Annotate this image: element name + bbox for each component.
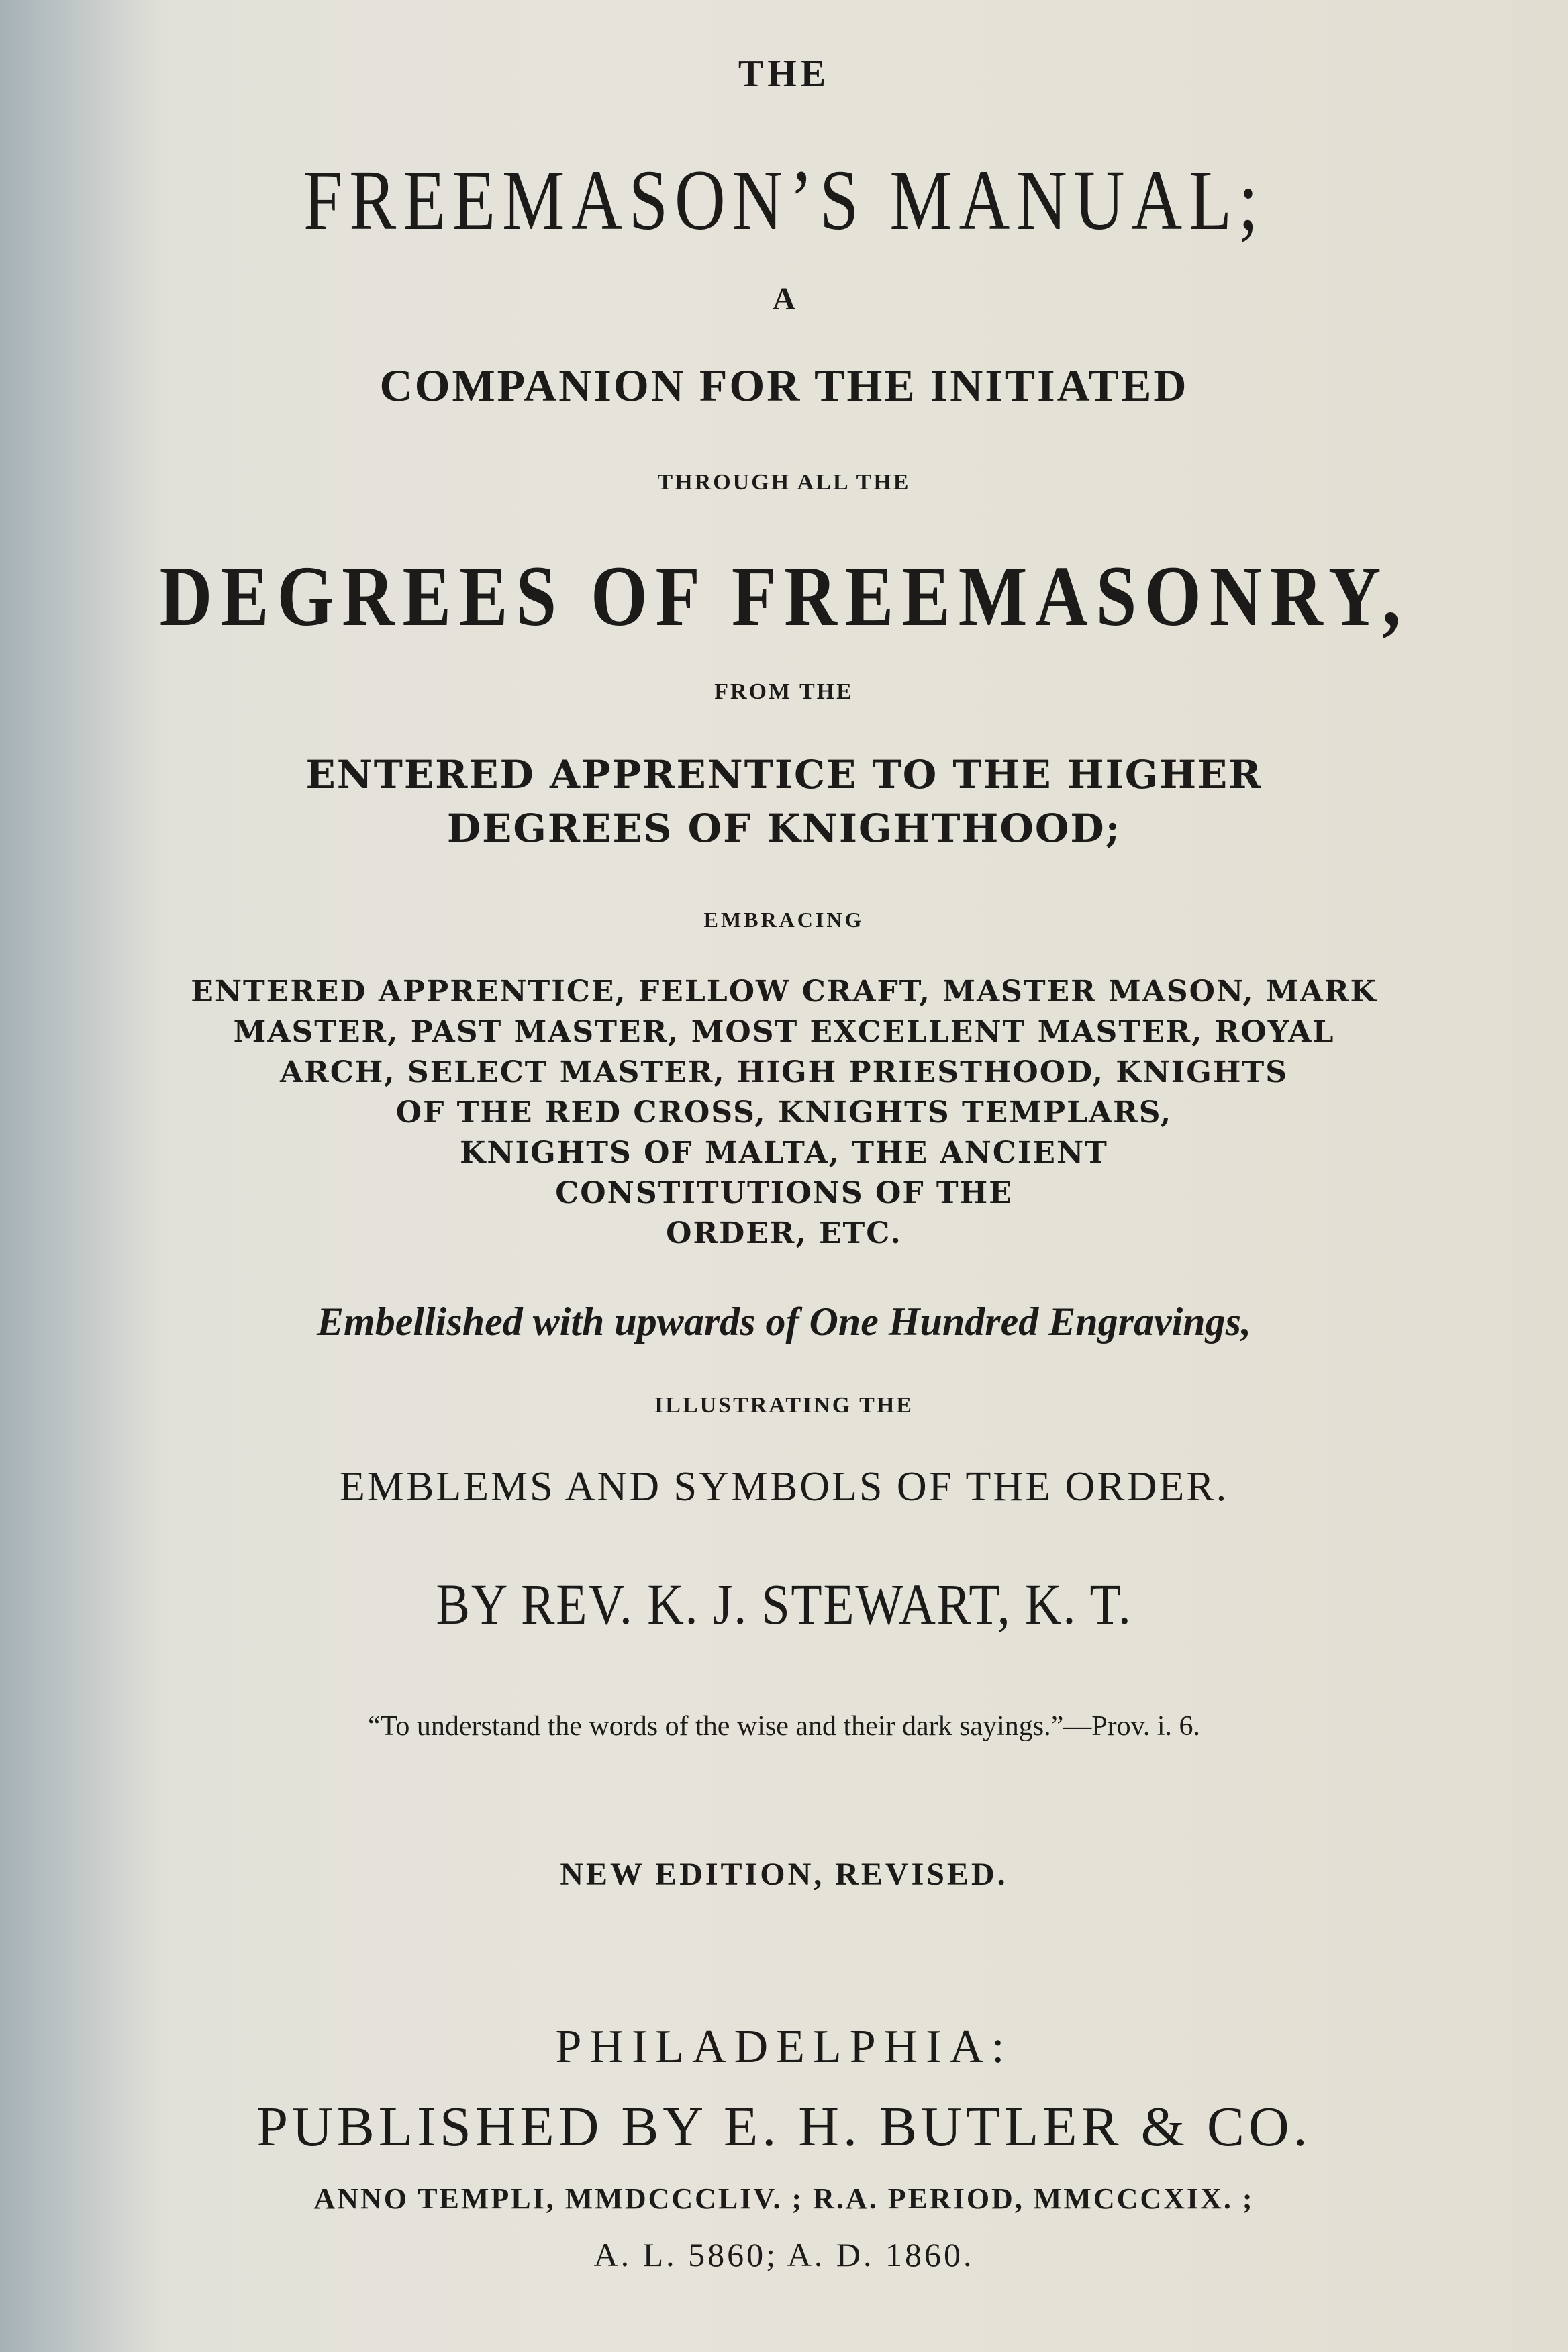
embracing-line: EMBRACING xyxy=(703,908,865,932)
publication-city: PHILADELPHIA: xyxy=(555,2021,1013,2073)
embellished-line: Embellished with upwards of One Hundred Engravings, xyxy=(317,1300,1251,1344)
entered-line-1: ENTERED APPRENTICE TO THE HIGHER xyxy=(305,752,1263,797)
author-line: BY REV. K. J. STEWART, K. T. xyxy=(436,1572,1132,1636)
degrees-list-line: OF THE RED CROSS, KNIGHTS TEMPLARS, xyxy=(395,1095,1173,1130)
degrees-list-line: ORDER, ETC. xyxy=(666,1216,902,1251)
from-line: FROM THE xyxy=(714,679,854,704)
heading-the: THE xyxy=(738,53,830,95)
degrees-list-line: CONSTITUTIONS OF THE xyxy=(555,1176,1013,1210)
degrees-list-line: MASTER, PAST MASTER, MOST EXCELLENT MASTER, ROYAL xyxy=(233,1015,1335,1049)
degrees-list-line: ENTERED APPRENTICE, FELLOW CRAFT, MASTER MASON, MARK xyxy=(191,975,1377,1009)
emblems-line: EMBLEMS AND SYMBOLS OF THE ORDER. xyxy=(339,1464,1229,1510)
degrees-list-line: ARCH, SELECT MASTER, HIGH PRIESTHOOD, KNIGHTS xyxy=(280,1055,1288,1089)
epigraph-quote: “To understand the words of the wise and their dark sayings.”—Prov. i. 6. xyxy=(367,1711,1201,1742)
illustrating-line: ILLUSTRATING THE xyxy=(654,1393,914,1418)
edition-line: NEW EDITION, REVISED. xyxy=(560,1857,1008,1892)
degrees-heading: DEGREES OF FREEMASONRY, xyxy=(159,548,1409,644)
subtitle: COMPANION FOR THE INITIATED xyxy=(379,360,1189,411)
date-line: A. L. 5860; A. D. 1860. xyxy=(593,2236,975,2273)
book-title: FREEMASON’S MANUAL; xyxy=(303,152,1265,248)
heading-a: A xyxy=(772,281,796,317)
entered-line-2: DEGREES OF KNIGHTHOOD; xyxy=(446,805,1122,851)
publisher-line: PUBLISHED BY E. H. BUTLER & CO. xyxy=(256,2096,1312,2158)
through-line: THROUGH ALL THE xyxy=(657,470,911,495)
anno-templi-line: ANNO TEMPLI, MMDCCCLIV. ; R.A. PERIOD, MMCCCXIX. ; xyxy=(313,2182,1255,2215)
degrees-list-line: KNIGHTS OF MALTA, THE ANCIENT xyxy=(460,1136,1108,1170)
